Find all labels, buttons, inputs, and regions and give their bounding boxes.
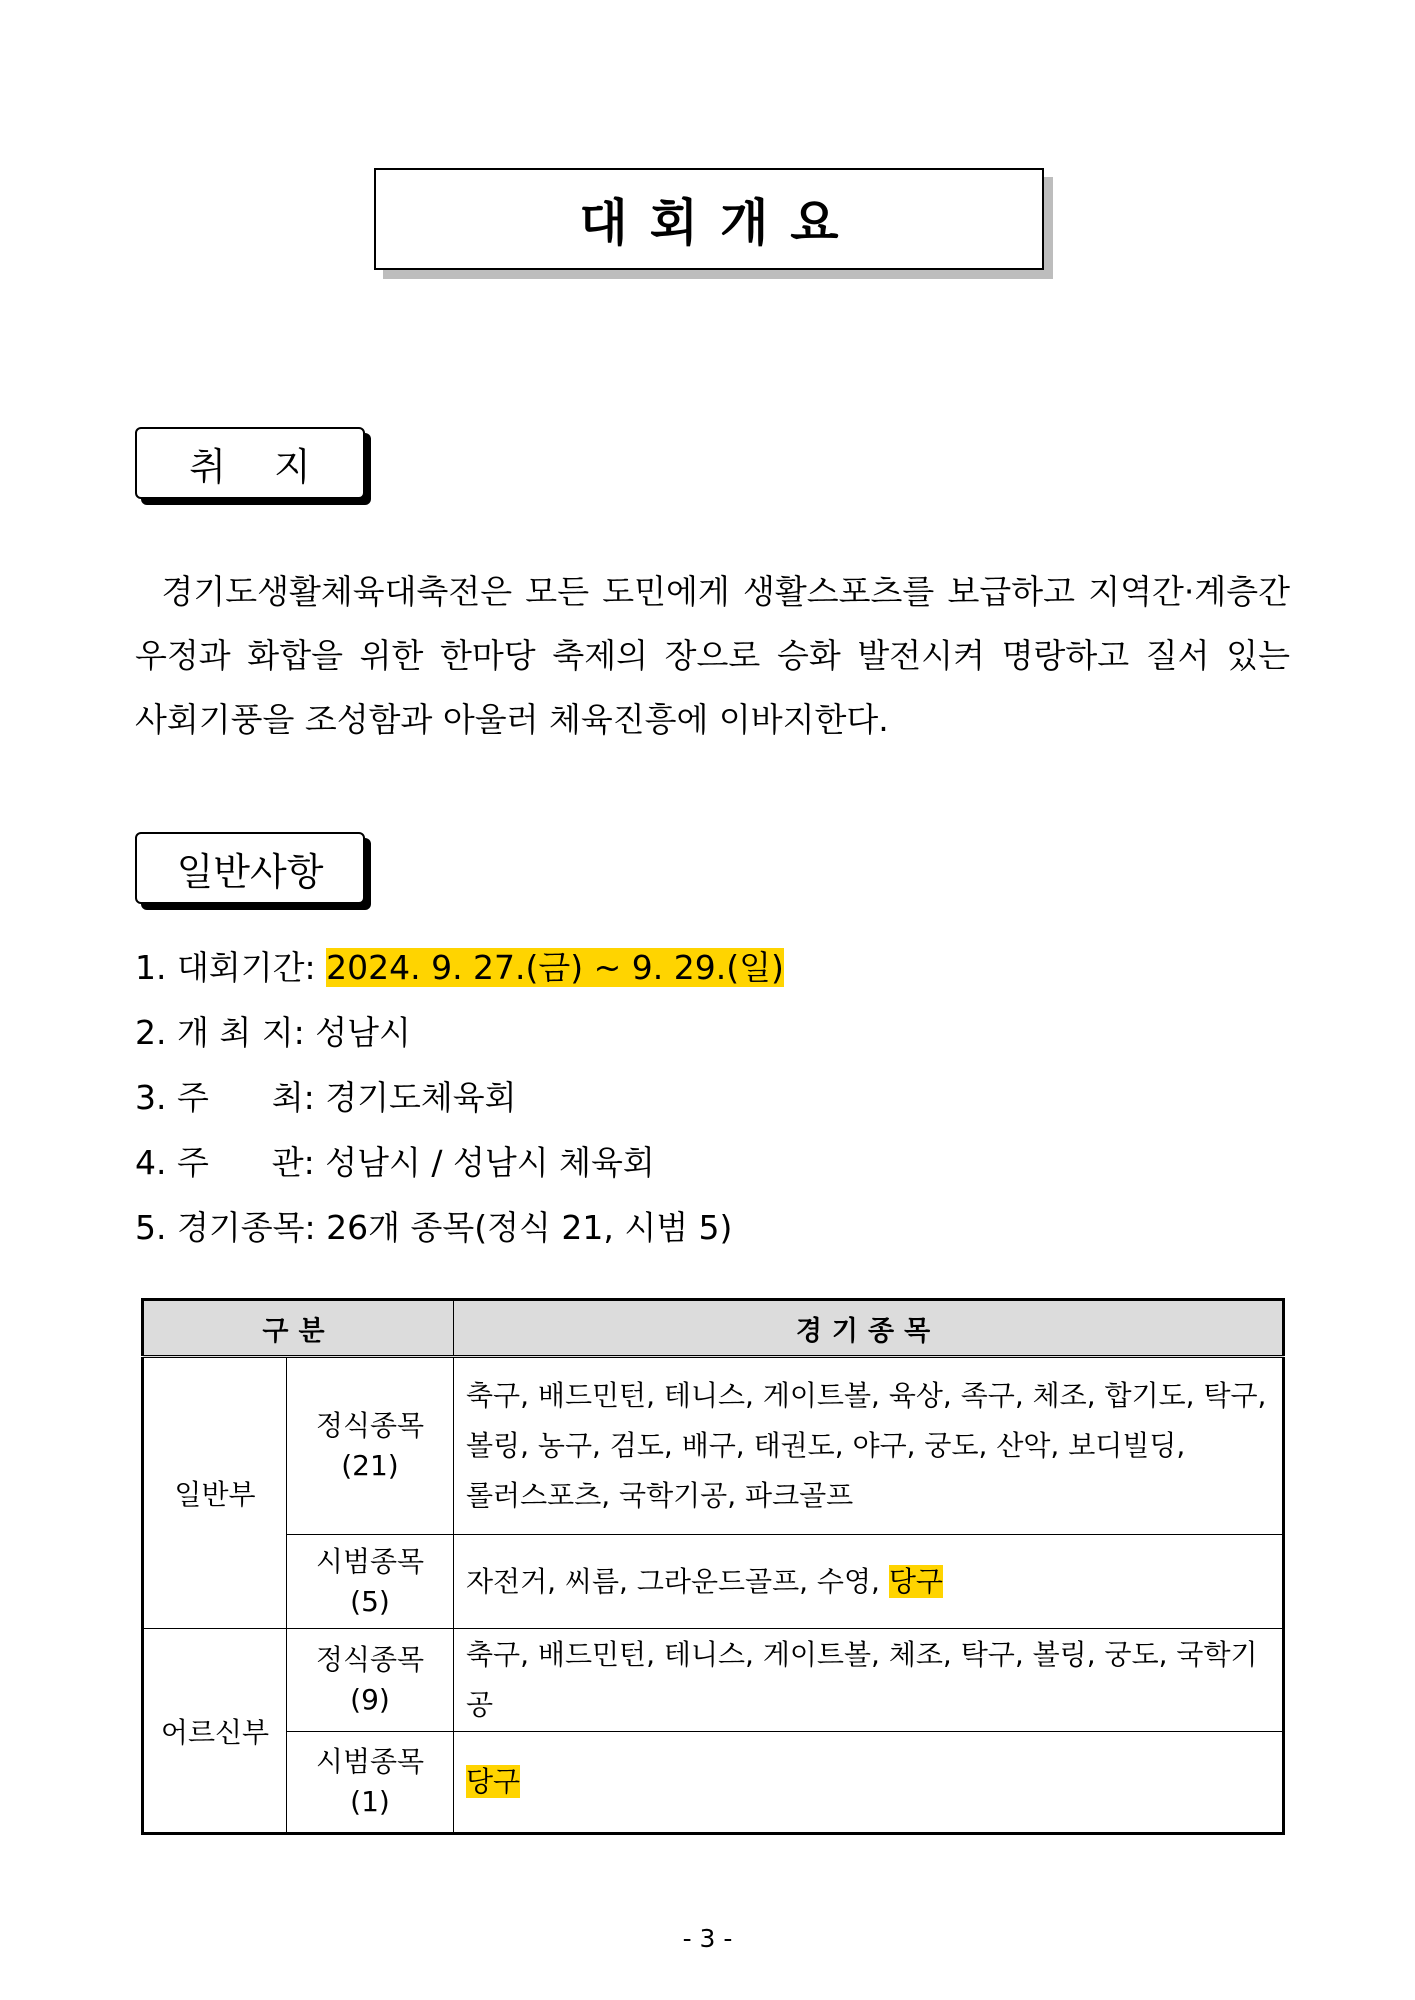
category-count: (21) xyxy=(341,1449,399,1482)
item-organizer-label: 4. 주 관: xyxy=(135,1143,326,1182)
item-host xyxy=(135,1068,784,1133)
item-period-value: 2024. 9. 27.(금) ~ 9. 29.(일) xyxy=(326,948,784,987)
table-row xyxy=(143,1357,1284,1535)
item-events xyxy=(135,1198,784,1263)
item-events-value: 26개 종목(정식 21, 시범 5) xyxy=(326,1208,733,1247)
table-header-row xyxy=(143,1300,1284,1357)
header-category: 구분 xyxy=(143,1300,454,1357)
category-cell xyxy=(287,1535,454,1629)
item-period xyxy=(135,938,784,1003)
category-cell xyxy=(287,1629,454,1732)
section-label-general xyxy=(135,832,365,904)
item-period-label: 1. 대회기간: xyxy=(135,948,327,987)
page-number: - 3 - xyxy=(682,1924,733,1953)
category-count: (5) xyxy=(350,1584,390,1618)
item-organizer xyxy=(135,1133,784,1198)
title-box xyxy=(374,168,1044,270)
events-table xyxy=(141,1298,1285,1835)
events-line: 볼링, 농구, 검도, 배구, 태권도, 야구, 궁도, 산악, 보디빌딩, xyxy=(466,1429,1186,1462)
events-highlight: 당구 xyxy=(466,1765,521,1798)
events-line: 축구, 배드민턴, 테니스, 게이트볼, 육상, 족구, 체조, 합기도, 탁구, xyxy=(466,1379,1267,1412)
category-cell xyxy=(287,1732,454,1834)
header-events: 경기종목 xyxy=(454,1300,1284,1357)
section-label-general-text: 일반사항 xyxy=(176,849,324,894)
item-organizer-value: 성남시 / 성남시 체육회 xyxy=(325,1143,655,1182)
item-venue xyxy=(135,1003,784,1068)
category-name: 정식종목 xyxy=(315,1409,425,1442)
table-row xyxy=(143,1629,1284,1732)
events-list-cell xyxy=(454,1732,1284,1834)
group-general: 일반부 xyxy=(143,1357,287,1629)
events-list-cell xyxy=(454,1535,1284,1629)
item-events-label: 5. 경기종목: xyxy=(135,1208,327,1247)
category-cell xyxy=(287,1357,454,1535)
section-label-purpose xyxy=(135,427,365,499)
purpose-line-2: 우정과 화합을 위한 한마당 축제의 장으로 승화 발전시켜 명랑하고 질서 있는 xyxy=(135,636,1290,675)
events-list-cell xyxy=(454,1357,1284,1535)
section-label-purpose-text: 취지 xyxy=(189,444,359,489)
item-venue-value: 성남시 xyxy=(315,1013,411,1052)
purpose-paragraph xyxy=(135,560,1290,752)
item-host-label: 3. 주 최: xyxy=(135,1078,326,1117)
category-name: 정식종목 xyxy=(315,1643,425,1676)
table-row xyxy=(143,1535,1284,1629)
events-text: 자전거, 씨름, 그라운드골프, 수영, xyxy=(466,1564,889,1598)
group-seniors: 어르신부 xyxy=(143,1629,287,1834)
events-highlight: 당구 xyxy=(888,1564,943,1598)
category-name: 시범종목 xyxy=(315,1745,425,1778)
events-text: 축구, 배드민턴, 테니스, 게이트볼, 체조, 탁구, 볼링, 궁도, 국학기공 xyxy=(466,1638,1258,1721)
events-line: 롤러스포츠, 국학기공, 파크골프 xyxy=(466,1479,854,1512)
category-count: (9) xyxy=(350,1683,390,1716)
item-venue-label: 2. 개 최 지: xyxy=(135,1013,316,1052)
category-count: (1) xyxy=(350,1785,390,1818)
purpose-line-3: 사회기풍을 조성함과 아울러 체육진흥에 이바지한다. xyxy=(135,700,889,739)
events-list-cell xyxy=(454,1629,1284,1732)
item-host-value: 경기도체육회 xyxy=(325,1078,517,1117)
page-title: 대회개요 xyxy=(579,194,861,252)
purpose-line-1: 경기도생활체육대축전은 모든 도민에게 생활스포츠를 보급하고 지역간·계층간 xyxy=(135,572,1290,611)
category-name: 시범종목 xyxy=(315,1544,425,1578)
table-row xyxy=(143,1732,1284,1834)
general-items-list xyxy=(135,938,784,1263)
